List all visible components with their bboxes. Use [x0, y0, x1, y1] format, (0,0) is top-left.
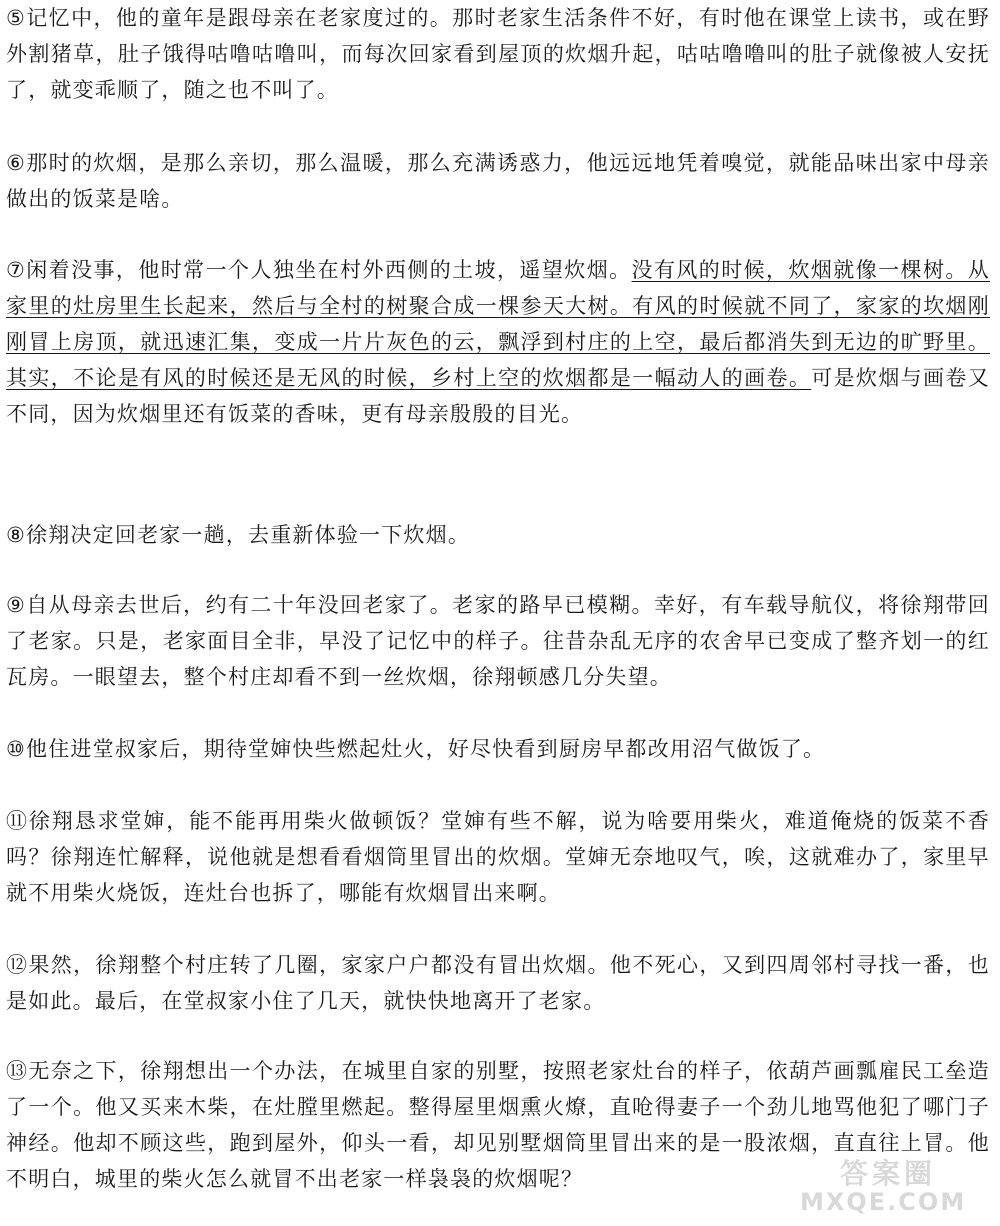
paragraph-text: 闲着没事，他时常一个人独坐在村外西侧的土坡，遥望炊烟。 [26, 258, 632, 282]
paragraph-number: ⑩ [6, 737, 27, 761]
paragraph-10 [6, 731, 990, 767]
watermark-logo-text: 答案圈 [840, 1157, 937, 1190]
paragraph-9 [6, 587, 990, 695]
paragraph-5 [6, 0, 990, 108]
paragraph-12 [6, 947, 990, 1019]
paragraph-number: ⑫ [6, 953, 29, 977]
paragraph-11 [6, 803, 990, 911]
paragraph-number: ⑨ [6, 593, 27, 617]
watermark-url: MXQE.COM [800, 1188, 967, 1216]
paragraph-text: 自从母亲去世后，约有二十年没回老家了。老家的路早已模糊。幸好，有车载导航仪，将徐翔带回了老家。只是，老家面目全非，早没了记忆中的样子。往昔杂乱无序的农舍早已变成了整齐划一的红瓦房。一眼望去，整个村庄却看不到一丝炊烟，徐翔顿感几分失望。 [6, 593, 990, 689]
paragraph-text: 无奈之下，徐翔想出一个办法，在城里自家的别墅，按照老家灶台的样子，依葫芦画瓢雇民工垒造了一个。他又买来木柴，在灶膛里燃起。整得屋里烟熏火燎，直呛得妻子一个劲儿地骂他犯了哪门子神经。他却不顾这些，跑到屋外，仰头一看，却见别墅烟筒里冒出来的是一股浓烟，直直往上冒。他不明白，城里的柴火怎么就冒不出老家一样袅袅的炊烟呢？ [6, 1059, 990, 1191]
paragraph-6 [6, 145, 990, 217]
paragraph-text: 徐翔恳求堂婶，能不能再用柴火做顿饭？堂婶有些不解，说为啥要用柴火，难道俺烧的饭菜不香吗？徐翔连忙解释，说他就是想看看烟筒里冒出的炊烟。堂婶无奈地叹气，唉，这就难办了，家里早就不用柴火烧饭，连灶台也拆了，哪能有炊烟冒出来啊。 [6, 809, 990, 905]
paragraph-text: 他住进堂叔家后，期待堂婶快些燃起灶火，好尽快看到厨房早都改用沼气做饭了。 [26, 737, 826, 761]
site-watermark [800, 1152, 990, 1222]
paragraph-number: ⑧ [6, 523, 27, 547]
underlined-passage: 没有风的时候，炊烟就像一棵树。从家里的灶房里生长起来，然后与全村的树聚合成一棵参天大树。有风的时候就不同了，家家的坎烟刚刚冒上房顶，就迅速汇集，变成一片片灰色的云，飘浮到村庄的上空，最后都消失到无边的旷野里。其实，不论是有风的时候还是无风的时候，乡村上空的炊烟都是一幅动人的画卷。 [6, 258, 990, 390]
paragraph-text: 那时的炊烟，是那么亲切，那么温暖，那么充满诱惑力，他远远地凭着嗅觉，就能品味出家中母亲做出的饭菜是啥。 [6, 151, 990, 211]
paragraph-number: ⑬ [6, 1059, 29, 1083]
paragraph-number: ⑤ [6, 6, 27, 30]
paragraph-7 [6, 252, 990, 432]
paragraph-number: ⑥ [6, 151, 27, 175]
paragraph-number: ⑦ [6, 258, 27, 282]
paragraph-text-continued: 可是炊烟与画卷又不同，因为炊烟里还有饭菜的香味，更有母亲殷殷的目光。 [6, 366, 990, 426]
paragraph-number: ⑪ [6, 809, 29, 833]
paragraph-8 [6, 517, 990, 553]
paragraph-text: 果然，徐翔整个村庄转了几圈，家家户户都没有冒出炊烟。他不死心，又到四周邻村寻找一番，也是如此。最后，在堂叔家小住了几天，就快快地离开了老家。 [6, 953, 990, 1013]
paragraph-text: 徐翔决定回老家一趟，去重新体验一下炊烟。 [26, 523, 471, 547]
paragraph-text: 记忆中，他的童年是跟母亲在老家度过的。那时老家生活条件不好，有时他在课堂上读书，或在野外割猪草，肚子饿得咕噜咕噜叫，而每次回家看到屋顶的炊烟升起，咕咕噜噜叫的肚子就像被人安抚了，就变乖顺了，随之也不叫了。 [6, 6, 990, 102]
